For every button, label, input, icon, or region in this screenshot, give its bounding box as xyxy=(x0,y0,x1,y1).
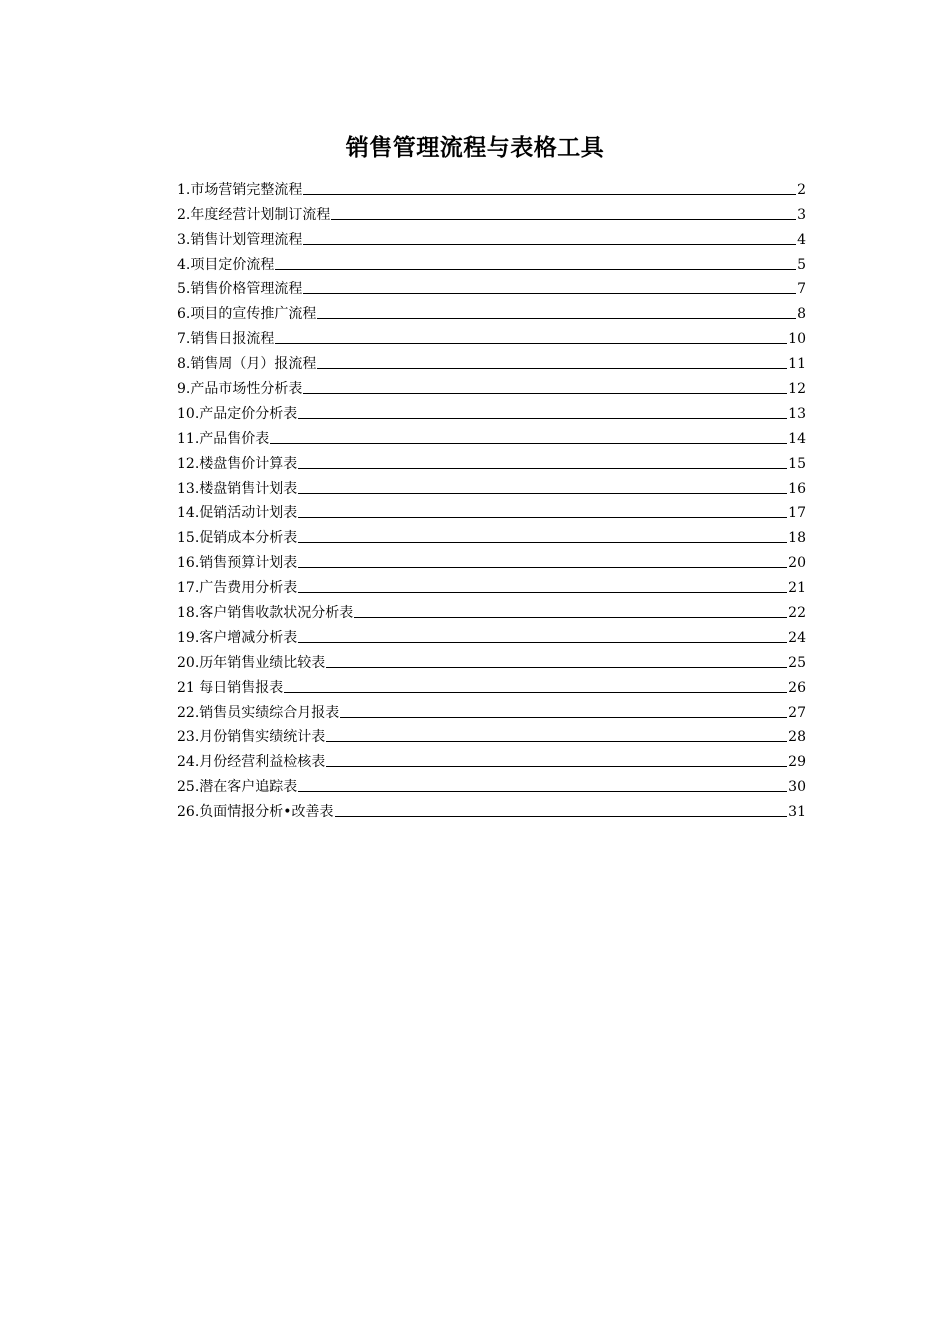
toc-entry[interactable] xyxy=(177,274,806,299)
toc-leader-line xyxy=(331,219,796,220)
toc-leader-line xyxy=(326,741,787,742)
toc-entry-label: 8.销售周（月）报流程 xyxy=(177,356,317,373)
toc-leader-line xyxy=(298,542,787,543)
toc-entry-label: 17.广告费用分析表 xyxy=(177,580,298,597)
toc-entry-label: 13.楼盘销售计划表 xyxy=(177,480,298,497)
toc-entry[interactable] xyxy=(177,672,806,697)
toc-leader-line xyxy=(298,493,787,494)
toc-leader-line xyxy=(303,293,796,294)
toc-leader-line xyxy=(270,443,787,444)
toc-entry-label: 7.销售日报流程 xyxy=(177,331,275,348)
toc-entry-page-number: 16 xyxy=(788,480,806,497)
toc-entry-label: 4.项目定价流程 xyxy=(177,256,275,273)
toc-entry-label: 26.负面情报分析•改善表 xyxy=(177,804,334,821)
toc-entry-page-number: 13 xyxy=(788,405,806,422)
toc-entry-page-number: 27 xyxy=(788,704,806,721)
toc-leader-line xyxy=(298,592,787,593)
toc-entry[interactable] xyxy=(177,174,806,199)
toc-entry-page-number: 17 xyxy=(788,505,806,522)
table-of-contents xyxy=(177,174,806,821)
toc-leader-line xyxy=(303,393,787,394)
toc-entry-label: 24.月份经营利益检核表 xyxy=(177,754,326,771)
toc-entry-label: 2.年度经营计划制订流程 xyxy=(177,206,331,223)
toc-entry-label: 6.项目的宣传推广流程 xyxy=(177,306,317,323)
toc-entry-label: 25.潜在客户追踪表 xyxy=(177,779,298,796)
toc-entry[interactable] xyxy=(177,722,806,747)
toc-entry-page-number: 10 xyxy=(788,331,806,348)
toc-entry-page-number: 15 xyxy=(788,455,806,472)
toc-entry-label: 19.客户增减分析表 xyxy=(177,629,298,646)
toc-entry[interactable] xyxy=(177,199,806,224)
toc-entry-page-number: 20 xyxy=(788,555,806,572)
toc-entry[interactable] xyxy=(177,448,806,473)
toc-entry-page-number: 24 xyxy=(788,629,806,646)
toc-entry[interactable] xyxy=(177,224,806,249)
toc-entry-label: 9.产品市场性分析表 xyxy=(177,381,303,398)
toc-entry[interactable] xyxy=(177,697,806,722)
toc-entry-page-number: 4 xyxy=(797,231,806,248)
toc-leader-line xyxy=(298,567,787,568)
toc-entry-page-number: 29 xyxy=(788,754,806,771)
toc-entry[interactable] xyxy=(177,771,806,796)
toc-entry-page-number: 14 xyxy=(788,430,806,447)
toc-entry-page-number: 25 xyxy=(788,654,806,671)
toc-leader-line xyxy=(335,816,788,817)
toc-entry[interactable] xyxy=(177,597,806,622)
toc-entry-label: 5.销售价格管理流程 xyxy=(177,281,303,298)
toc-entry[interactable] xyxy=(177,522,806,547)
toc-entry-page-number: 8 xyxy=(797,306,806,323)
toc-leader-line xyxy=(326,766,787,767)
toc-leader-line xyxy=(354,617,787,618)
toc-leader-line xyxy=(326,667,787,668)
toc-entry[interactable] xyxy=(177,746,806,771)
toc-entry-label: 16.销售预算计划表 xyxy=(177,555,298,572)
toc-leader-line xyxy=(284,692,787,693)
toc-entry-label: 15.促销成本分析表 xyxy=(177,530,298,547)
toc-entry-label: 18.客户销售收款状况分析表 xyxy=(177,605,354,622)
toc-entry-page-number: 3 xyxy=(797,206,806,223)
toc-leader-line xyxy=(298,791,787,792)
toc-entry[interactable] xyxy=(177,498,806,523)
toc-entry[interactable] xyxy=(177,373,806,398)
toc-entry-label: 20.历年销售业绩比较表 xyxy=(177,654,326,671)
toc-entry[interactable] xyxy=(177,547,806,572)
toc-entry[interactable] xyxy=(177,473,806,498)
toc-entry[interactable] xyxy=(177,796,806,821)
toc-leader-line xyxy=(303,194,796,195)
toc-leader-line xyxy=(298,517,787,518)
toc-entry-label: 11.产品售价表 xyxy=(177,430,270,447)
toc-entry-label: 1.市场营销完整流程 xyxy=(177,181,303,198)
toc-entry-page-number: 7 xyxy=(797,281,806,298)
toc-entry-page-number: 5 xyxy=(797,256,806,273)
toc-leader-line xyxy=(340,717,787,718)
toc-entry-label: 10.产品定价分析表 xyxy=(177,405,298,422)
toc-leader-line xyxy=(298,468,787,469)
toc-entry-page-number: 21 xyxy=(788,580,806,597)
toc-entry-page-number: 12 xyxy=(788,381,806,398)
toc-entry-label: 22.销售员实绩综合月报表 xyxy=(177,704,340,721)
toc-entry[interactable] xyxy=(177,398,806,423)
document-title: 销售管理流程与表格工具 xyxy=(345,134,605,161)
toc-entry[interactable] xyxy=(177,323,806,348)
toc-entry[interactable] xyxy=(177,647,806,672)
toc-entry[interactable] xyxy=(177,249,806,274)
toc-leader-line xyxy=(275,269,796,270)
toc-entry-page-number: 11 xyxy=(788,356,806,373)
toc-entry[interactable] xyxy=(177,298,806,323)
toc-entry-page-number: 22 xyxy=(788,605,806,622)
toc-entry[interactable] xyxy=(177,572,806,597)
toc-entry-label: 14.促销活动计划表 xyxy=(177,505,298,522)
toc-leader-line xyxy=(303,244,796,245)
toc-leader-line xyxy=(317,368,787,369)
toc-entry-page-number: 26 xyxy=(788,679,806,696)
toc-leader-line xyxy=(275,343,787,344)
toc-entry-label: 23.月份销售实绩统计表 xyxy=(177,729,326,746)
toc-entry-page-number: 18 xyxy=(788,530,806,547)
toc-entry-page-number: 31 xyxy=(788,804,806,821)
toc-entry[interactable] xyxy=(177,348,806,373)
toc-entry[interactable] xyxy=(177,423,806,448)
toc-entry-label: 3.销售计划管理流程 xyxy=(177,231,303,248)
toc-leader-line xyxy=(317,318,796,319)
toc-entry[interactable] xyxy=(177,622,806,647)
toc-entry-label: 12.楼盘售价计算表 xyxy=(177,455,298,472)
toc-entry-page-number: 2 xyxy=(797,181,806,198)
toc-entry-page-number: 30 xyxy=(788,779,806,796)
toc-entry-label: 21 每日销售报表 xyxy=(177,679,284,696)
toc-leader-line xyxy=(298,642,787,643)
toc-entry-page-number: 28 xyxy=(788,729,806,746)
toc-leader-line xyxy=(298,418,787,419)
